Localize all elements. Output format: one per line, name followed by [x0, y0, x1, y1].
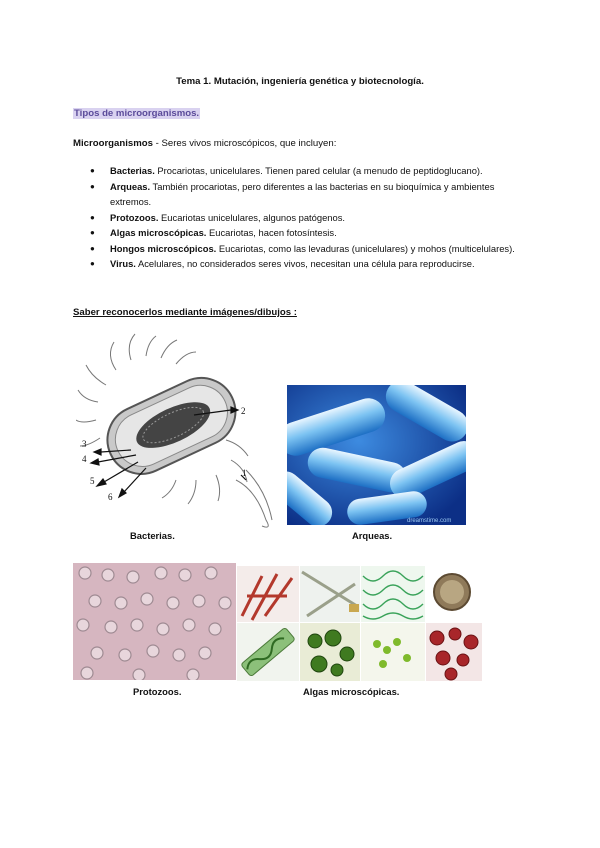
item-term: Protozoos. [110, 211, 159, 223]
watermark-text: dreamstime.com [407, 518, 452, 524]
item-text: Eucariotas, hacen fotosíntesis. [206, 227, 337, 238]
caption-arqueas: Arqueas. [352, 530, 393, 541]
diagram-label-6: 6 [108, 492, 113, 502]
list-item [90, 210, 530, 226]
microorganism-list [90, 163, 530, 272]
intro-paragraph [73, 138, 336, 149]
archaea-image [287, 385, 466, 525]
list-item [90, 241, 530, 257]
images-subheading: Saber reconocerlos mediante imágenes/dibujos : [73, 307, 297, 318]
list-item [90, 256, 530, 272]
item-text: Procariotas, unicelulares. Tienen pared celular (a menudo de peptidoglucano). [154, 165, 483, 176]
item-term: Virus. [110, 258, 136, 269]
caption-protozoos: Protozoos. [133, 686, 182, 697]
diagram-label-1: 1 [242, 468, 247, 478]
list-item [90, 163, 530, 179]
item-term: Bacterias. [110, 165, 155, 176]
item-text: Eucariotas, como las levaduras (unicelulares) y mohos (multicelulares). [216, 242, 515, 254]
diagram-label-4: 4 [82, 454, 87, 464]
document-title: Tema 1. Mutación, ingeniería genética y biotecnología. [176, 76, 424, 87]
item-text: También procariotas, pero diferentes a las bacterias en su bioquímica y ambientes extremos. [110, 180, 495, 207]
list-item [90, 225, 530, 241]
caption-bacterias: Bacterias. [130, 530, 175, 541]
list-item [90, 179, 530, 210]
bacteria-diagram [76, 330, 276, 530]
caption-algas: Algas microscópicas. [303, 686, 400, 697]
item-text: Eucariotas unicelulares, algunos patógenos. [158, 211, 346, 223]
item-term: Hongos microscópicos. [110, 242, 217, 254]
diagram-label-5: 5 [90, 476, 95, 486]
intro-term: Microorganismos [73, 138, 153, 149]
algae-image [237, 566, 482, 681]
protozoa-image [73, 563, 236, 680]
diagram-label-3: 3 [82, 439, 87, 449]
item-term: Algas microscópicas. [110, 227, 207, 238]
intro-text: - Seres vivos microscópicos, que incluyen: [152, 138, 337, 149]
diagram-label-2: 2 [241, 406, 246, 416]
item-text: Acelulares, no considerados seres vivos, necesitan una célula para reproducirse. [135, 258, 475, 269]
item-term: Arqueas. [110, 180, 151, 192]
section-heading: Tipos de microorganismos. [74, 108, 200, 119]
